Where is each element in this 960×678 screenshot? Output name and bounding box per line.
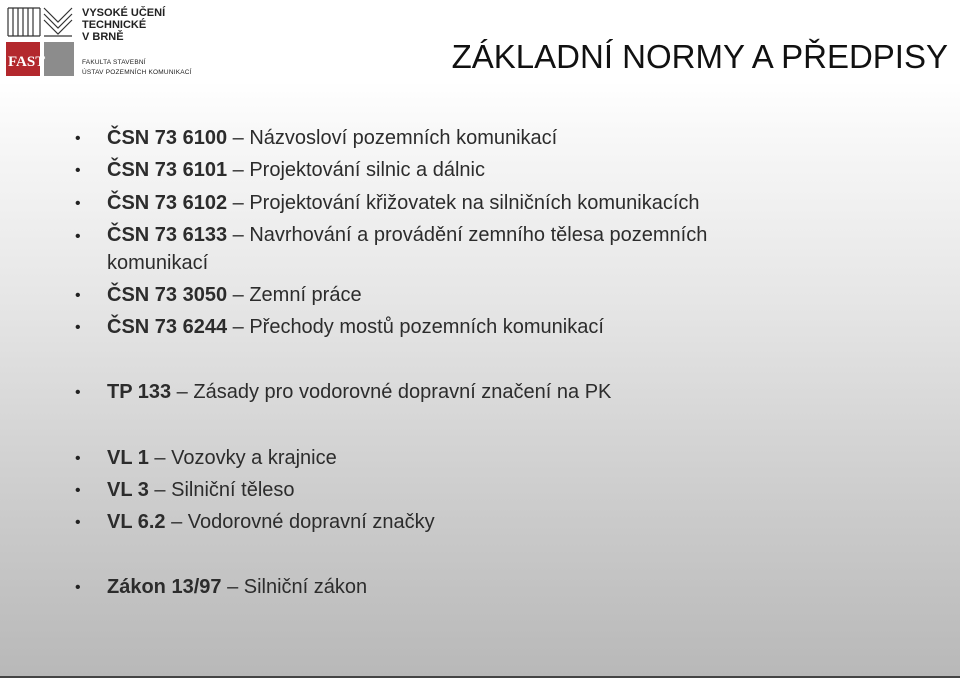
bullet-icon: • [75,162,81,179]
bullet-icon: • [75,579,81,596]
standard-description: – Navrhování a provádění zemního tělesa pozemních komunikací [107,224,708,274]
university-name-line3: V BRNĚ [82,31,124,43]
standard-code: ČSN 73 6101 [107,159,228,181]
standard-code: ČSN 73 6244 [107,316,228,338]
bullet-icon: • [75,228,81,245]
university-name-line1: VYSOKÉ UČENÍ [82,7,166,19]
standard-description: – Zásady pro vodorovné dopravní značení na PK [171,381,612,403]
university-name-line2: TECHNICKÉ [82,19,147,31]
bullet-icon: • [75,319,81,336]
faculty-name-line1: FAKULTA STAVEBNÍ [82,59,146,66]
university-name [82,7,165,43]
standard-description: – Projektování silnic a dálnic [227,159,485,181]
standard-description: – Přechody mostů pozemních komunikací [227,316,604,338]
standard-code: ČSN 73 6133 [107,224,228,246]
faculty-name [82,58,192,78]
standard-code: VL 6.2 [107,511,166,533]
standard-description: – Silniční těleso [148,479,295,501]
bullet-icon: • [75,130,81,147]
bullet-icon: • [75,195,81,212]
standard-code: ČSN 73 3050 [107,284,228,306]
standard-description: – Vodorovné dopravní značky [165,511,435,533]
standard-code: VL 1 [107,447,149,469]
bullet-icon: • [75,450,81,467]
standard-code: ČSN 73 6100 [107,127,228,149]
standard-code: VL 3 [107,479,149,501]
svg-text:FAST: FAST [8,54,46,70]
standard-code: ČSN 73 6102 [107,192,228,214]
fast-emblem-icon [6,6,78,78]
header [0,0,960,84]
law-code: Zákon 13/97 [107,576,222,598]
bullet-icon: • [75,287,81,304]
faculty-name-line2: ÚSTAV POZEMNÍCH KOMUNIKACÍ [82,69,192,76]
bullet-icon: • [75,482,81,499]
standard-code: TP 133 [107,381,172,403]
standard-description: – Vozovky a krajnice [148,447,337,469]
law-description: – Silniční zákon [221,576,368,598]
university-logo [6,6,196,78]
standard-description: – Projektování křižovatek na silničních komunikacích [227,192,700,214]
bullet-icon: • [75,384,81,401]
standard-description: – Názvosloví pozemních komunikací [227,127,558,149]
bullet-icon: • [75,514,81,531]
page-title: ZÁKLADNÍ NORMY A PŘEDPISY [451,38,948,75]
standard-description: – Zemní práce [227,284,362,306]
